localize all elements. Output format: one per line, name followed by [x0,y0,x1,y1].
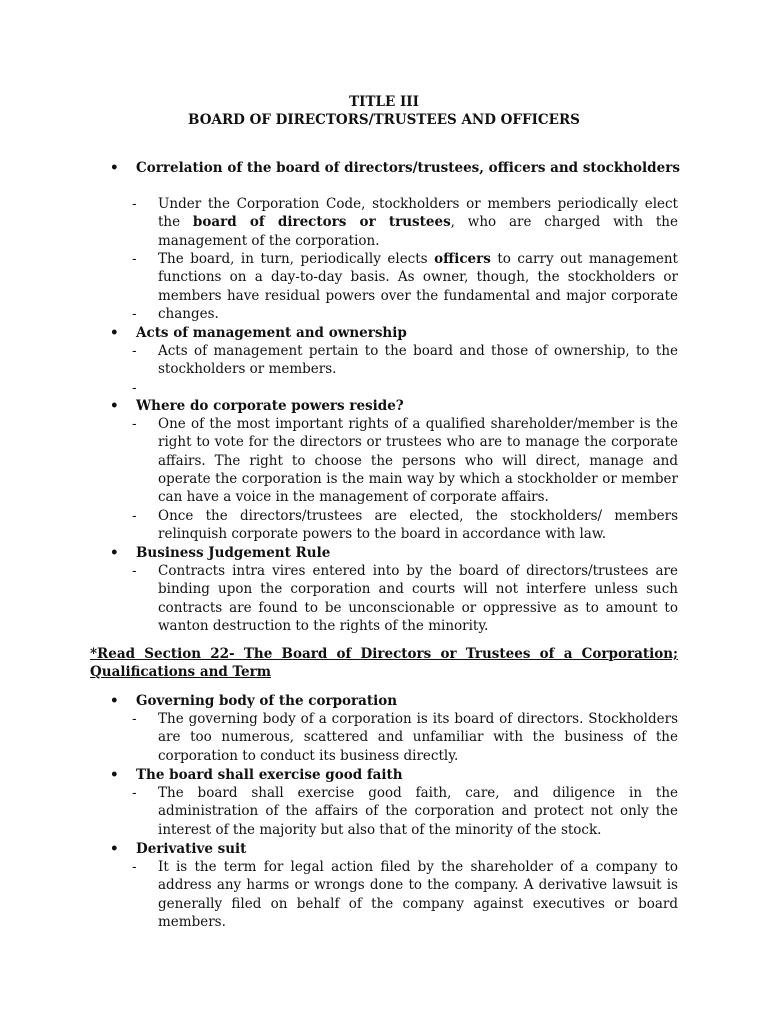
dash-marker: - [132,859,137,875]
dash-marker: - [132,785,137,801]
dash-marker: - [132,563,137,579]
list-item-text: The governing body of a corporation is its board of directors. Stockholders are too numerous, scattered and unfamiliar with the business of the corporation to conduct its business directly. [158,711,678,764]
heading-faith-text: The board shall exercise good faith [136,767,403,783]
dash-marker: - [132,343,137,359]
list-item-text: The board shall exercise good faith, care, and diligence in the administration of the affairs of the corporation and protect not only the interest of the majority but also that of the minority of the stock. [158,785,678,838]
list-item-text: The board, in turn, periodically elects officers to carry out management functions on a day-to-day basis. As owner, though, the stockholders or members have residual powers over the fundamental and major corporate changes. [158,251,678,322]
bullet-icon: • [110,545,119,561]
bullet-icon: • [110,693,119,709]
dash-marker: - [132,196,137,212]
bullet-icon: • [110,325,119,341]
list-item-text: One of the most important rights of a qualified shareholder/member is the right to vote for the directors or trustees who are to manage the corporate affairs. The right to choose the persons who will direct, manage and operate the corporation is the main way by which a stockholder or member can have a voice in the management of corporate affairs. [158,416,678,506]
list-item-text: Under the Corporation Code, stockholders or members periodically elect the board of directors or trustees, who are charged with the management of the corporation. [158,196,678,249]
bullet-icon: • [110,841,119,857]
dash-marker: - [132,508,137,524]
bullet-icon: • [110,160,119,176]
dash-marker: - [132,306,137,322]
heading-judgement-text: Business Judgement Rule [136,545,331,561]
bullet-icon: • [110,767,119,783]
heading-derivative-text: Derivative suit [136,841,247,857]
list-item-text: Contracts intra vires entered into by the board of directors/trustees are binding upon the corporation and courts will not interfere unless such contracts are found to be unconscionable or oppressive as to amount to wanton destruction to the rights of the minority. [158,563,678,634]
bullet-icon: • [110,398,119,414]
list-item-text: Once the directors/trustees are elected, the stockholders/ members relinquish corporate powers to the board in accordance with law. [158,508,678,543]
heading-governing-text: Governing body of the corporation [136,693,398,709]
dash-marker: - [132,416,137,432]
list-item-text: It is the term for legal action filed by the shareholder of a company to address any harms or wrongs done to the company. A derivative lawsuit is generally filed on behalf of the company against executives or board members. [158,859,678,930]
list-item-text: Acts of management pertain to the board and those of ownership, to the stockholders or members. [158,343,678,378]
heading-correlation-text: Correlation of the board of directors/trustees, officers and stockholders [136,160,680,176]
heading-powers-text: Where do corporate powers reside? [136,398,404,414]
heading-acts-text: Acts of management and ownership [136,325,407,341]
title-line-1: TITLE III [349,94,419,110]
title-line-2: BOARD OF DIRECTORS/TRUSTEES AND OFFICERS [188,112,580,128]
section-22-heading: *Read Section 22- The Board of Directors or Trustees of a Corporation; Qualifications and Term [90,646,678,681]
dash-marker: - [132,380,137,396]
dash-marker: - [132,711,137,727]
dash-marker: - [132,251,137,267]
